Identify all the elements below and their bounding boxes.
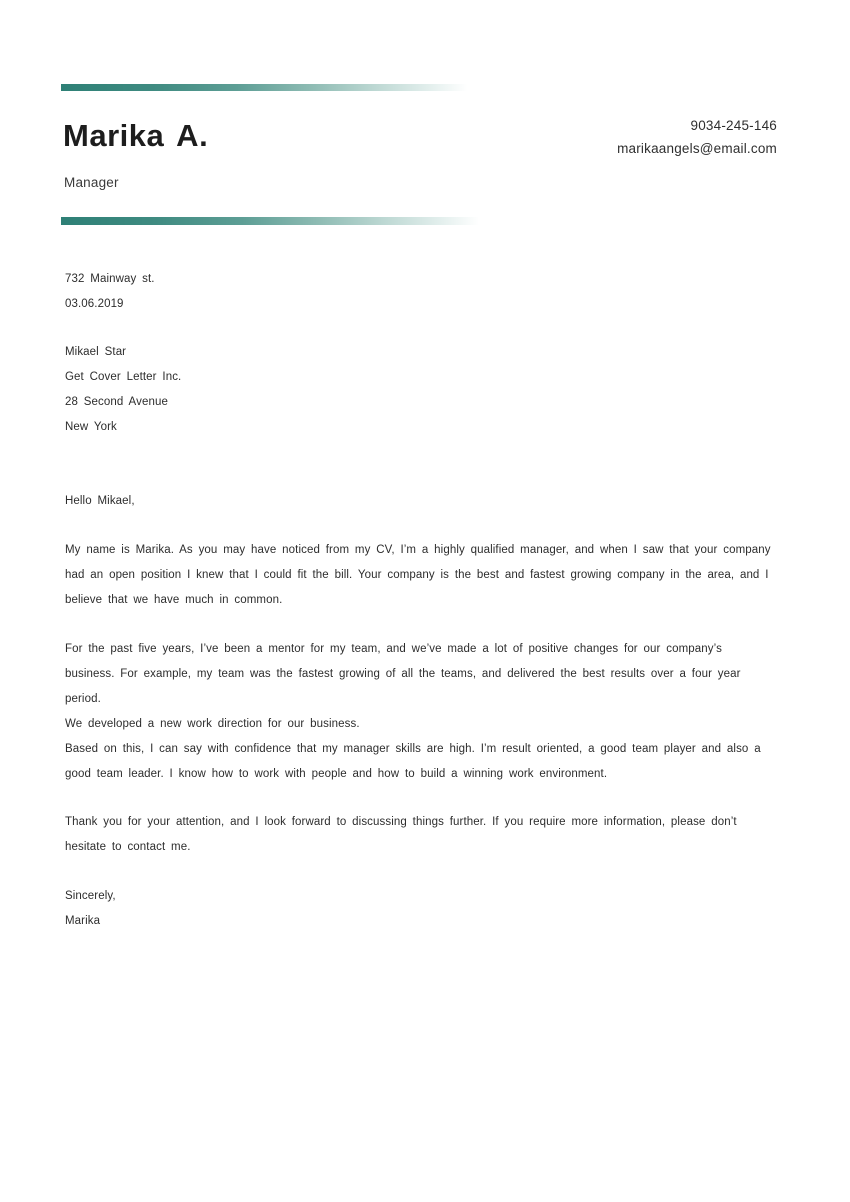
sender-address: 732 Mainway st.	[65, 273, 155, 285]
phone-number: 9034-245-146	[690, 118, 777, 133]
signature-name: Marika	[65, 915, 101, 927]
person-name: Marika A.	[63, 118, 209, 153]
paragraph-thanks: Thank you for your attention, and I look forward to discussing things further. If you require more information, please don’t hesitate to contact me.	[65, 816, 737, 853]
letter-body	[65, 267, 774, 934]
paragraph-experience-line-1: For the past five years, I’ve been a mentor for my team, and we’ve made a lot of positive changes for our company’s business. For example, my team was the fastest growing of all the teams, and delivered the best results over a four year period.	[65, 643, 741, 705]
letter-date: 03.06.2019	[65, 298, 124, 310]
recipient-name: Mikael Star	[65, 346, 127, 358]
header-accent-bar-top	[61, 84, 480, 91]
paragraph-experience-line-2: We developed a new work direction for our business.	[65, 718, 360, 730]
paragraph-experience	[65, 637, 774, 787]
recipient-block	[65, 340, 774, 440]
header-accent-bar-bottom	[61, 217, 492, 225]
recipient-company: Get Cover Letter Inc.	[65, 371, 182, 383]
contact-block	[617, 114, 777, 160]
sender-block	[65, 267, 774, 317]
greeting: Hello Mikael,	[65, 495, 135, 507]
closing-block	[65, 884, 774, 934]
job-title: Manager	[64, 175, 119, 190]
closing-salutation: Sincerely,	[65, 890, 116, 902]
recipient-street: 28 Second Avenue	[65, 396, 168, 408]
email-address: marikaangels@email.com	[617, 141, 777, 156]
paragraph-experience-line-3: Based on this, I can say with confidence that my manager skills are high. I’m result oriented, a good team player and also a good team leader. I know how to work with people and how to build a winning work environment.	[65, 743, 761, 780]
paragraph-intro: My name is Marika. As you may have noticed from my CV, I’m a highly qualified manager, and when I saw that your company had an open position I knew that I could fit the bill. Your company is the best and fastest growing company in the area, and I believe that we have much in common.	[65, 544, 771, 606]
recipient-city: New York	[65, 421, 117, 433]
